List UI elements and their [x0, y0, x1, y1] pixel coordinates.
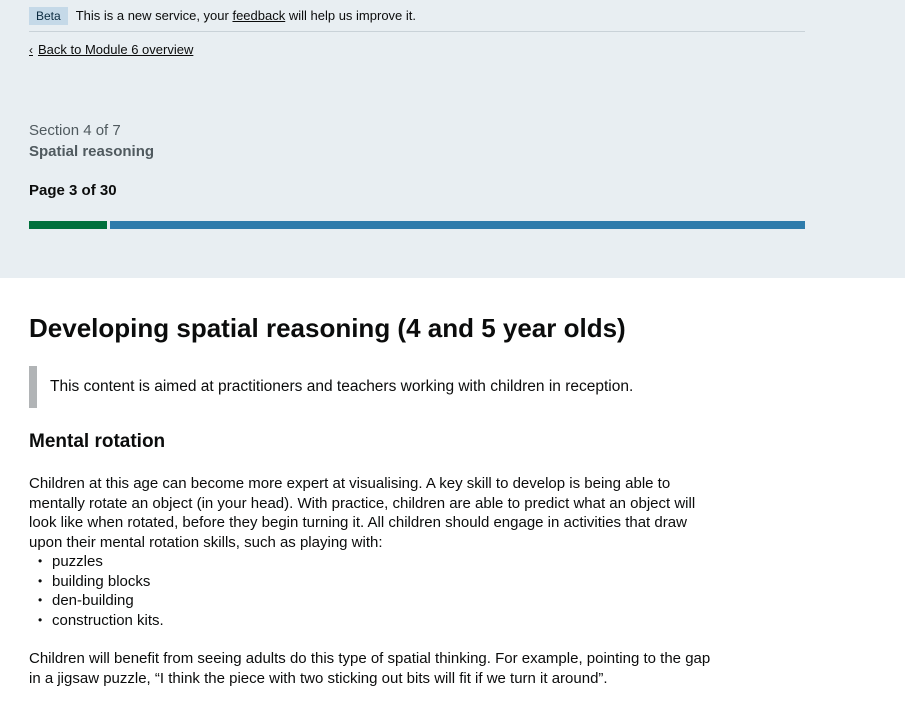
page-title: Developing spatial reasoning (4 and 5 year olds): [29, 313, 626, 343]
phase-text-before: This is a new service, your: [75, 8, 233, 23]
progress-bar-complete: [29, 221, 107, 229]
list-item: • construction kits.: [29, 611, 876, 631]
list-item: • den-building: [29, 591, 876, 611]
progress-bar: [29, 221, 805, 229]
progress-bar-remaining: [110, 221, 805, 229]
body-paragraph-2: Children will benefit from seeing adults do this type of spatial thinking. For example, pointing to the gap in a jigsaw puzzle, “I think the piece with two sticking out bits will fit if we turn it around”.: [29, 650, 711, 687]
phase-banner-text: [76, 8, 416, 23]
phase-banner: [29, 0, 805, 32]
list-item: • puzzles: [29, 552, 876, 572]
back-link-label: Back to Module 6 overview: [38, 42, 194, 57]
beta-tag: Beta: [29, 7, 68, 25]
activity-list: [29, 552, 876, 630]
feedback-link[interactable]: feedback: [232, 8, 286, 23]
section-info: [29, 121, 154, 162]
main-content: [0, 312, 905, 688]
back-link[interactable]: [29, 42, 193, 57]
section-count: Section 4 of 7: [29, 122, 121, 139]
section-name: Spatial reasoning: [29, 143, 155, 160]
body-paragraph-1: Children at this age can become more expert at visualising. A key skill to develop is being able to mentally rotate an object (in your head). With practice, children are able to predict what an object will look like when rotated, before they begin turning it. All children should engage in activities that draw upon their mental rotation skills, such as playing with:: [29, 475, 696, 551]
chevron-left-icon: ‹: [29, 42, 33, 57]
phase-text-after: will help us improve it.: [285, 8, 417, 23]
list-item: • building blocks: [29, 572, 876, 592]
page-header: [0, 0, 905, 278]
page-count: Page 3 of 30: [29, 182, 117, 199]
section-heading: Mental rotation: [29, 431, 166, 452]
inset-text: This content is aimed at practitioners and teachers working with children in reception.: [29, 366, 729, 408]
